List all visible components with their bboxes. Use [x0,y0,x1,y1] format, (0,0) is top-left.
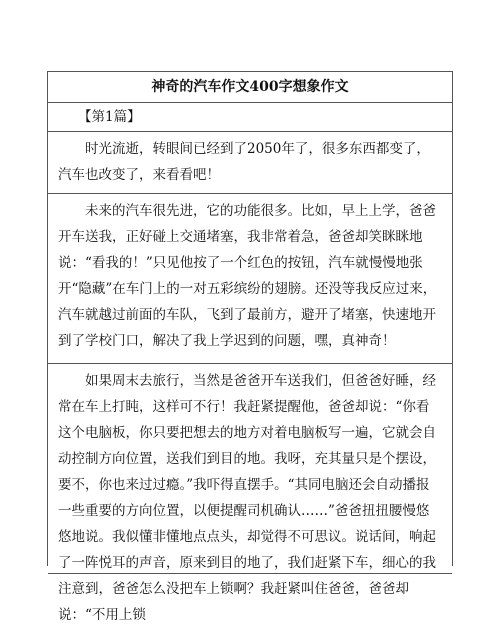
article-title: 神奇的汽车作文400字想象作文 [48,72,452,103]
paragraph-3: 如果周末去旅行，当然是爸爸开车送我们，但爸爸好睡，经常在车上打盹，这样可不行！我赶紧提醒他，爸爸却说：“你看这个电脑板，你只要把想去的地方对着电脑板写一遍，它就会自动控制方向位置，送我们到目的地。我呀，充其量只是个摆设，要不，你也来过过瘾。”我吓得直摆手。“其同电脑还会自动播报一些重要的方向位置，以便提醒司机确认……”爸爸扭扭腰慢悠悠地说。我似懂非懂地点点头，却觉得不可思议。说话间，响起了一阵悦耳的声音，原来到目的地了，我们赶紧下车，细心的我注意到，爸爸怎么没把车上锁啊？我赶紧叫住爸爸，爸爸却说：“不用上锁 [48,364,452,574]
paragraph-2: 未来的汽车很先进，它的功能很多。比如，早上上学，爸爸开车送我，正好碰上交通堵塞，我非常着急，爸爸却笑眯眯地说：“看我的！”只见他按了一个红色的按钮，汽车就慢慢地张开“隐藏”在车门上的一对五彩缤纷的翅膀。还没等我反应过来，汽车就越过前面的车队，飞到了最前方，避开了堵塞，快速地开到了学校门口，解决了我上学迟到的问题，嘿，真神奇！ [48,194,452,364]
chapter-label: 【第1篇】 [48,103,452,132]
paragraph-1: 时光流逝，转眼间已经到了2050年了，很多东西都变了，汽车也改变了，来看看吧！ [48,132,452,194]
article-table [47,71,453,623]
